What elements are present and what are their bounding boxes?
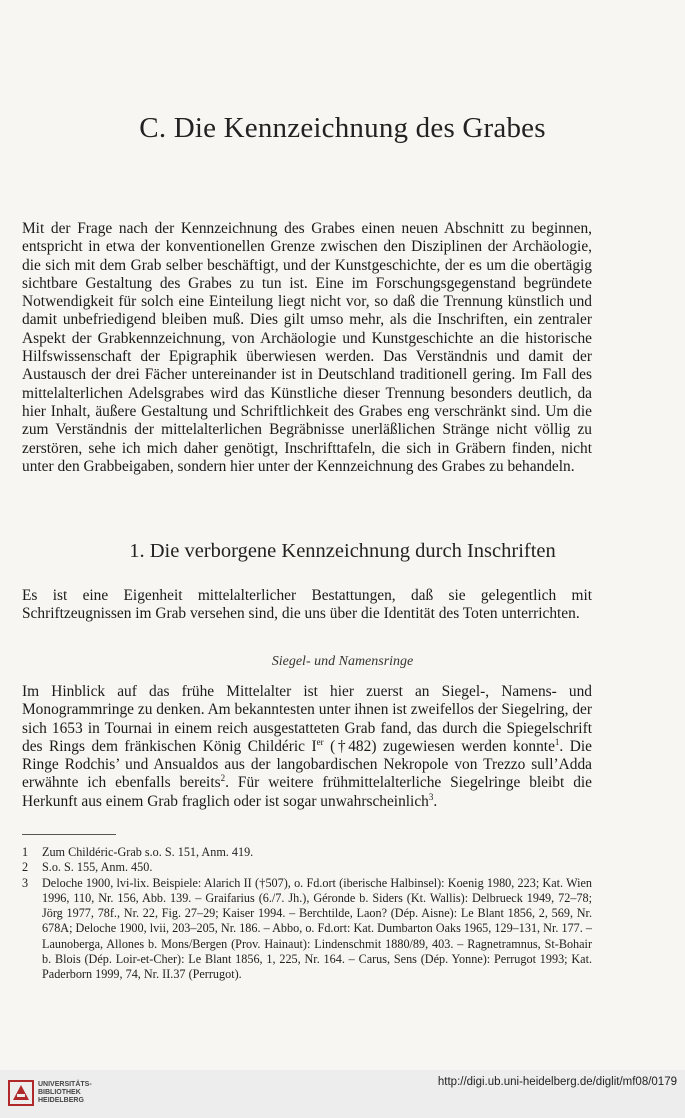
library-name-line: HEIDELBERG bbox=[38, 1097, 84, 1104]
section-heading: 1. Die verborgene Kennzeichnung durch Inschriften bbox=[129, 540, 556, 562]
footnote-text: S.o. S. 155, Anm. 450. bbox=[42, 860, 153, 875]
subheading: Siegel- und Namensringe bbox=[271, 654, 414, 669]
footnote-number: 3 bbox=[22, 875, 29, 890]
rings-text-part3: . Die Ringe Rodchis’ und Ansualdos aus der langobardischen Nekropole von Trezzo sull’Adda erwähnte ich ebenfalls bereits bbox=[22, 737, 592, 792]
footnote bbox=[22, 876, 592, 983]
library-name bbox=[38, 1081, 92, 1105]
rings-text-part2: (†482) zugewiesen werden konnte bbox=[323, 737, 555, 755]
footnote-divider bbox=[22, 834, 116, 835]
rings-paragraph bbox=[22, 683, 592, 811]
footnote-text: Zum Childéric-Grab s.o. S. 151, Anm. 419. bbox=[42, 845, 254, 859]
library-logo[interactable] bbox=[8, 1076, 118, 1110]
footnote bbox=[22, 860, 592, 875]
footnote-text: Deloche 1900, lvi-lix. Beispiele: Alarich II (†507), o. Fd.ort (iberische Halbinsel): Koenig 1980, 223; Kat. Wien 1996, 110, Nr. 156, Abb. 139. – Graifarius (6./7. Jh.), Géronde b. Siders (Kt. Wallis): Delbrueck 1949, 72–78; Jörg 1977, 78f., Nr. 22, Fig. 27–29; Kaiser 1994. – Berchtilde, Laon? (Dép. Aisne): Le Blant 1856, 2, 569, Nr. 678A; Deloche 1900, lvii, 203–205, Nr. 186. – Abbo, o. Fd.ort: Kat. Dumbarton Oaks 1965, 129–131, Nr. 177. – Launoberga, Allones b. Mons/Bergen (Prov. Hainaut): Lindenschmit 1880/89, 403. – Ragnetramnus, St-Bohair b. Blois (Dép. Loir-et-Cher): Le Blant 1856, 1, 225, Nr. 164. – Carus, Sens (Dép. Yonne): Perrugot 1993; Kat. Paderborn 1999, 74, Nr. II.37 (Perrugot). bbox=[42, 875, 592, 982]
rings-text-part1: Im Hinblick auf das frühe Mittelalter ist hier zuerst an Siegel-, Namens- und Monogrammringe zu denken. Am bekanntesten unter ihnen ist zweifellos der Siegelring, der sich 1653 in Tournai in einem reich ausgestatteten Grab fand, das durch die Spiegelschrift des Rings dem fränkischen König Childéric I bbox=[22, 683, 592, 755]
footnote-ref-2[interactable]: 2 bbox=[220, 773, 226, 784]
rings-text-part5: . bbox=[433, 792, 438, 810]
footnote-number: 2 bbox=[22, 860, 29, 875]
footnote-number: 1 bbox=[22, 845, 29, 859]
source-url-link[interactable]: http://digi.ub.uni-heidelberg.de/diglit/mf08/0179 bbox=[437, 1076, 677, 1088]
section-paragraph: Es ist eine Eigenheit mittelalterlicher Bestattungen, daß sie gelegentlich mit Schriftzeugnissen im Grab versehen sind, die uns über die Identität des Toten unterrichten. bbox=[22, 587, 592, 623]
rings-text-part4: . Für weitere frühmittelalterliche Siegelringe bleibt die Herkunft aus einem Grab fraglich oder ist sogar unwahrscheinlich bbox=[22, 774, 593, 810]
footnotes bbox=[22, 845, 592, 983]
library-name-line: UNIVERSITÄTS- bbox=[38, 1081, 92, 1088]
chapter-title: C. Die Kennzeichnung des Grabes bbox=[139, 112, 546, 144]
footnote-ref-1[interactable]: 1 bbox=[554, 736, 560, 747]
library-name-line: BIBLIOTHEK bbox=[38, 1089, 81, 1096]
intro-paragraph: Mit der Frage nach der Kennzeichnung des Grabes einen neuen Abschnitt zu beginnen, entspricht in etwa der konventionellen Grenze zwischen den Disziplinen der Archäologie, die sich mit dem Grab selber beschäftigt, und der Kunstgeschichte, der es um die obertägig sichtbare Gestaltung des Grabes zu tun ist. Eine im Forschungsgegenstand begründete Notwendigkeit für solch eine Einteilung liegt nicht vor, so daß die Trennung künstlich und damit unbefriedigend bleiben muß. Dies gilt umso mehr, als die Inschriften, ein zentraler Aspekt der Grabkennzeichnung, von Archäologie und Kunstgeschichte an die historische Hilfswissenschaft der Epigraphik überwiesen werden. Das Verständnis und damit der Austausch der drei Fächer untereinander ist in Deutschland traditionell gering. Im Fall des mittelalterlichen Adelsgrabes wird das Künstliche dieser Trennung besonders deutlich, da hier Inhalt, äußere Gestaltung und Schriftlichkeit des Grabes eng verschränkt sind. Um die zum Verständnis der mittelalterlichen Begräbnisse unerläßlichen Stränge nicht völlig zu zerstören, sehe ich mich daher genötigt, Inschrifttafeln, die sich in Gräbern finden, nicht unter den Grabbeigaben, sondern hier unter der Kennzeichnung des Grabes zu behandeln. bbox=[22, 220, 592, 475]
library-emblem-icon bbox=[8, 1080, 34, 1106]
footnote bbox=[22, 845, 592, 860]
footnote-ref-3[interactable]: 3 bbox=[428, 791, 434, 802]
regnal-superscript: er bbox=[316, 736, 324, 747]
